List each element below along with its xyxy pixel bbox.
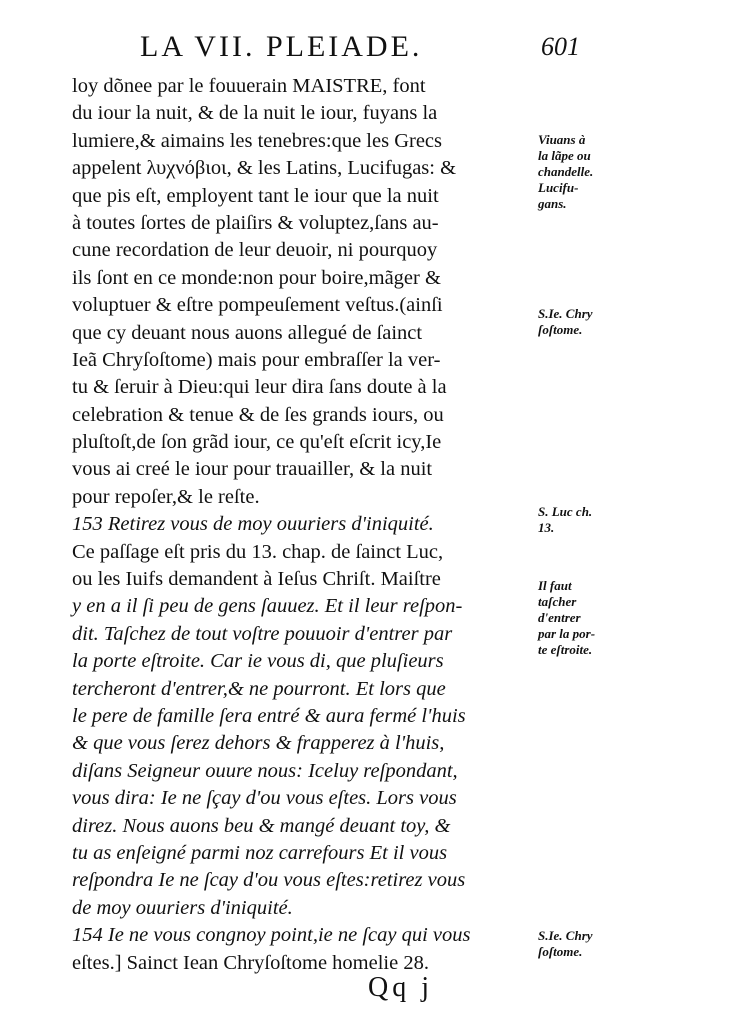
text-line: Ieã Chryſoſtome) mais pour embraſſer la ver-: [72, 348, 441, 371]
text-line: la porte eſtroite. Car ie vous di, que pluſieurs: [72, 650, 444, 673]
text-line: lumiere,& aimains les tenebres:que les Grecs: [72, 129, 443, 152]
text-line: diſans Seigneur ouure nous: Iceluy reſpondant,: [72, 759, 458, 782]
text-line: dit. Taſchez de tout voſtre pouuoir d'entrer par: [72, 622, 453, 645]
margin-note-narrow-gate: [538, 578, 628, 658]
margin-note-line: S. Luc ch.: [538, 504, 593, 519]
margin-note-line: la lãpe ou: [538, 148, 591, 163]
text-line: tu as enſeigné parmi noz carrefours Et il vous: [72, 841, 448, 864]
text-line: eſtes.] Sainct Iean Chryſoſtome homelie 28.: [72, 951, 429, 974]
text-line: pluſtoſt,de ſon grãd iour, ce qu'eſt eſcrit icy,Ie: [72, 431, 442, 454]
margin-note-line: te eſtroite.: [538, 642, 593, 657]
margin-note-line: Viuans à: [538, 132, 586, 147]
main-text: [72, 73, 542, 977]
text-line: celebration & tenue & de ſes grands iours, ou: [72, 403, 444, 426]
text-line: de moy ouuriers d'iniquité.: [72, 896, 293, 919]
text-line: que cy deuant nous auons allegué de ſainct: [72, 321, 423, 344]
signature-mark: Qq j: [368, 972, 433, 1003]
margin-note-line: par la por-: [538, 626, 596, 641]
text-line: loy dõnee par le fouuerain MAISTRE, font: [72, 75, 426, 97]
margin-note-chrysostom: [538, 306, 628, 338]
text-line: ou les Iuifs demandent à Ieſus Chriſt. Maiſtre: [72, 568, 441, 591]
margin-note-line: Il faut: [538, 578, 572, 593]
text-line: ils ſont en ce monde:non pour boire,mãger &: [72, 266, 441, 289]
margin-note-lamp: [538, 132, 628, 212]
text-line: 153 Retirez vous de moy ouuriers d'iniquité.: [72, 513, 434, 536]
text-line: le pere de famille ſera entré & aura fermé l'huis: [72, 704, 466, 727]
text-line: reſpondra Ie ne ſcay d'ou vous eſtes:retirez vous: [72, 869, 466, 892]
margin-note-luke: [538, 504, 628, 536]
margin-note-chrysostom-2: [538, 928, 628, 960]
page-header: [140, 30, 580, 70]
text-line: direz. Nous auons beu & mangé deuant toy, &: [72, 814, 451, 837]
text-line: du iour la nuit, & de la nuit le iour, fuyans la: [72, 102, 438, 125]
margin-note-line: 13.: [538, 520, 555, 535]
text-line: & que vous ſerez dehors & frapperez à l'huis,: [72, 732, 445, 755]
margin-note-line: S.Ie. Chry: [538, 306, 593, 321]
margin-note-line: chandelle.: [538, 164, 594, 179]
margin-note-line: ſoſtome.: [538, 322, 583, 337]
text-line: Ce paſſage eſt pris du 13. chap. de ſainct Luc,: [72, 540, 444, 563]
text-line: tercheront d'entrer,& ne pourront. Et lors que: [72, 677, 446, 700]
text-line: appelent λυχνόβιοι, & les Latins, Lucifugas: &: [72, 157, 457, 180]
margin-note-line: S.Ie. Chry: [538, 928, 593, 943]
text-line: que pis eſt, employent tant le iour que la nuit: [72, 184, 439, 207]
text-line: cune recordation de leur deuoir, ni pourquoy: [72, 239, 438, 262]
text-line: tu & ſeruir à Dieu:qui leur dira ſans doute à la: [72, 376, 447, 399]
text-line: à toutes ſortes de plaiſirs & voluptez,ſans au-: [72, 211, 439, 234]
text-line: voluptuer & eſtre pompeuſement veſtus.(ainſi: [72, 294, 443, 317]
running-title: LA VII. PLEIADE.: [140, 30, 423, 63]
margin-note-line: taſcher: [538, 594, 577, 609]
text-line: pour repoſer,& le reſte.: [72, 485, 260, 508]
text-line: vous ai creé le iour pour trauailler, & la nuit: [72, 458, 433, 481]
page-number: 601: [541, 32, 580, 61]
text-line: y en a il ſi peu de gens ſauuez. Et il leur reſpon-: [72, 595, 463, 618]
margin-note-line: Lucifu-: [538, 180, 579, 195]
margin-note-line: ſoſtome.: [538, 944, 583, 959]
margin-note-line: gans.: [538, 196, 567, 211]
margin-note-line: d'entrer: [538, 610, 581, 625]
text-line: vous dira: Ie ne ſçay d'ou vous eſtes. Lors vous: [72, 787, 457, 810]
text-line: 154 Ie ne vous congnoy point,ie ne ſcay qui vous: [72, 924, 471, 947]
